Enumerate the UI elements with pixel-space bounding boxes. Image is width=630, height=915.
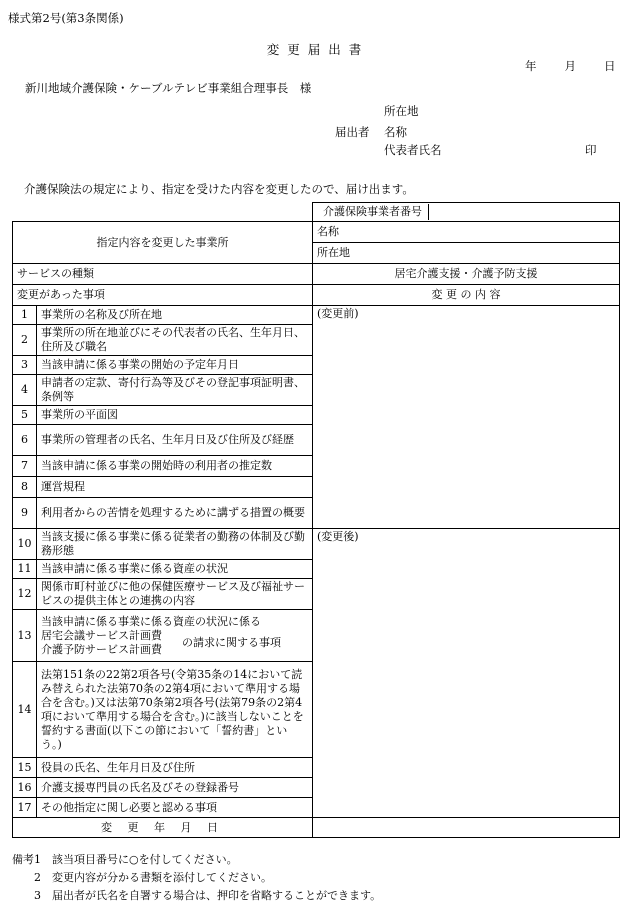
item-13-suffix: の請求に関する事項 xyxy=(182,635,281,649)
change-date-field[interactable] xyxy=(313,818,620,838)
item-text: 法第151条の22第2項各号(令第35条の14において読み替えられた法第70条の2第4項において準用する場合を含む。)又は法第70条第2項各号(法第79条の2第4項において準用する場合を含む。)に該当しないことを誓約する書面(以下この節において「誓約書」という。) xyxy=(37,662,313,758)
item-text: 利用者からの苦情を処理するために講ずる措置の概要 xyxy=(37,498,313,529)
item-number[interactable]: 12 xyxy=(13,579,37,610)
note-1: 備考1 該当項目番号に○を付してください。 xyxy=(12,853,238,866)
item-number[interactable]: 5 xyxy=(13,406,37,425)
item-text: 事業所の管理者の氏名、生年月日及び住所及び経歴 xyxy=(37,425,313,456)
item-text: 運営規程 xyxy=(37,477,313,498)
item-text: 介護支援専門員の氏名及びその登録番号 xyxy=(37,778,313,798)
office-name-field[interactable]: 名称 xyxy=(313,222,620,243)
seal-label: 印 xyxy=(585,143,597,157)
change-date-label: 変 更 年 月 日 xyxy=(13,818,313,838)
date-line xyxy=(525,58,616,74)
applicant-name-label: 名称 xyxy=(384,125,407,139)
item-13-line1: 当該申請に係る事業に係る資産の状況に係る xyxy=(41,614,261,628)
item-text: 当該申請に係る事業の開始の予定年月日 xyxy=(37,356,313,375)
insurer-number-cell[interactable] xyxy=(313,203,620,222)
item-13-line3: 介護予防サービス計画費 xyxy=(41,642,162,656)
item-number[interactable]: 2 xyxy=(13,325,37,356)
applicant-representative-label: 代表者氏名 xyxy=(384,143,442,157)
blank-cell xyxy=(13,203,313,222)
service-type-label: サービスの種類 xyxy=(13,264,313,285)
item-text: 当該支援に係る事業に係る従業者の勤務の体制及び勤務形態 xyxy=(37,529,313,560)
after-change-label: (変更後) xyxy=(317,530,359,543)
form-number: 様式第2号(第3条関係) xyxy=(8,11,124,25)
applicant-role-label: 届出者 xyxy=(335,125,370,139)
document-title: 変 更 届 出 書 xyxy=(266,42,364,57)
item-number[interactable]: 1 xyxy=(13,306,37,325)
after-change-field[interactable] xyxy=(313,529,620,818)
notes xyxy=(12,851,381,905)
item-text: 事業所の名称及び所在地 xyxy=(37,306,313,325)
changed-items-label: 変更があった事項 xyxy=(13,285,313,306)
applicant-location-label: 所在地 xyxy=(384,104,419,118)
item-text: 当該申請に係る事業の開始時の利用者の推定数 xyxy=(37,456,313,477)
item-13-line2: 居宅会議サービス計画費 xyxy=(41,628,162,642)
item-number[interactable]: 14 xyxy=(13,662,37,758)
item-number[interactable]: 15 xyxy=(13,758,37,778)
note-2: 2 変更内容が分かる書類を添付してください。 xyxy=(34,871,272,884)
before-change-label: (変更前) xyxy=(317,307,359,320)
office-location-field[interactable]: 所在地 xyxy=(313,243,620,264)
date-year: 年 xyxy=(525,59,537,73)
item-text: 役員の氏名、生年月日及び住所 xyxy=(37,758,313,778)
item-number[interactable]: 10 xyxy=(13,529,37,560)
item-number[interactable]: 8 xyxy=(13,477,37,498)
item-number[interactable]: 6 xyxy=(13,425,37,456)
item-text: その他指定に関し必要と認める事項 xyxy=(37,798,313,818)
change-form-table xyxy=(12,202,620,838)
change-content-label: 変 更 の 内 容 xyxy=(313,285,620,306)
office-label: 指定内容を変更した事業所 xyxy=(13,222,313,264)
before-change-field[interactable] xyxy=(313,306,620,529)
item-number[interactable]: 11 xyxy=(13,560,37,579)
item-text: 関係市町村並びに他の保健医療サービス及び福祉サービスの提供主体との連携の内容 xyxy=(37,579,313,610)
intro-text: 介護保険法の規定により、指定を受けた内容を変更したので、届け出ます。 xyxy=(24,182,414,196)
item-number[interactable]: 17 xyxy=(13,798,37,818)
item-text: 当該申請に係る事業に係る資産の状況 xyxy=(37,560,313,579)
item-number[interactable]: 3 xyxy=(13,356,37,375)
date-day: 日 xyxy=(604,59,616,73)
item-text: 事業所の所在地並びにその代表者の氏名、生年月日、住所及び職名 xyxy=(37,325,313,356)
item-number[interactable]: 16 xyxy=(13,778,37,798)
item-number[interactable]: 9 xyxy=(13,498,37,529)
note-3: 3 届出者が氏名を自署する場合は、押印を省略することができます。 xyxy=(34,889,382,902)
item-text xyxy=(37,610,313,662)
item-text: 申請者の定款、寄付行為等及びその登記事項証明書、条例等 xyxy=(37,375,313,406)
service-type-value: 居宅介護支援・介護予防支援 xyxy=(313,264,620,285)
date-month: 月 xyxy=(564,59,576,73)
addressee: 新川地域介護保険・ケーブルテレビ事業組合理事長 様 xyxy=(25,81,312,95)
insurer-number-label: 介護保険事業者番号 xyxy=(317,204,429,220)
item-number[interactable]: 7 xyxy=(13,456,37,477)
item-number[interactable]: 13 xyxy=(13,610,37,662)
item-number[interactable]: 4 xyxy=(13,375,37,406)
item-text: 事業所の平面図 xyxy=(37,406,313,425)
